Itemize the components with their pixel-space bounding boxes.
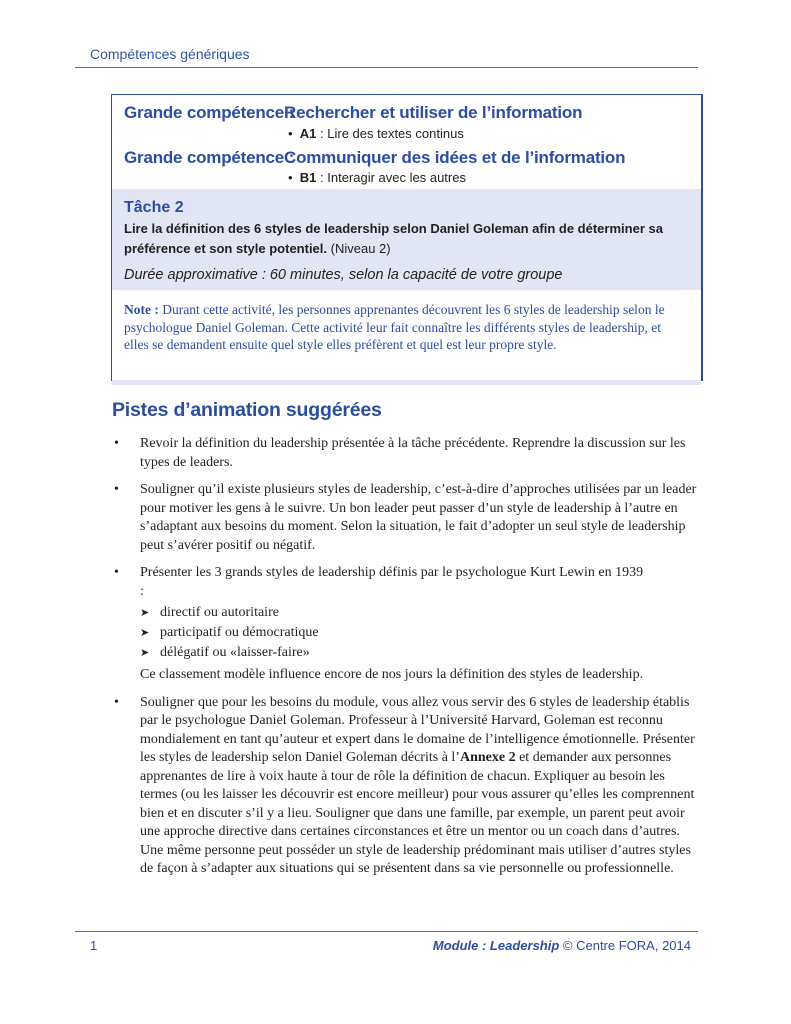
competency-subitem: • A1 : Lire des textes continus — [288, 126, 464, 141]
sub-list-item: ➤ délégatif ou «laisser-faire» — [140, 643, 702, 663]
list-item: • Revoir la définition du leadership présentée à la tâche précédente. Reprendre la discussion sur les types de leaders. — [114, 436, 686, 470]
bullet-list — [112, 435, 702, 888]
list-item: • Souligner que pour les besoins du module, vous allez vous servir des 6 styles de leadership établis par le psychologue Daniel Goleman. Professeur à l’Université Harvard, Goleman est reconnu mondialement en tant qu’auteur et expert dans le domaine de l’intelligence émotionnelle. Présenter les styles de leadership selon Daniel Goleman décrits à l’Annexe 2 et demander aux personnes apprenantes de lire à voix haute à tour de rôle la définition de chacun. Expliquer au besoin les termes (ou les laisser les découvrir est encore meilleur) pour vous assurer qu’elles les comprennent bien et en discuter s’il y a lieu. Souligner que dans une famille, par exemple, un parent peut avoir une approche directive dans certaines circonstances et être un mentor ou un coach dans d’autres. Une même personne peut posséder un style de leadership prédominant mais utiliser d’autres styles de façon à s’adapter aux situations qui se présentent dans sa vie personnelle ou professionnelle. — [114, 694, 695, 876]
competency-title: Grande compétence :Rechercher et utiliser de l’information — [124, 103, 583, 122]
bullet-icon: • — [114, 436, 119, 451]
arrow-icon: ➤ — [140, 646, 150, 659]
task-title: Tâche 2 — [124, 199, 184, 216]
arrow-icon: ➤ — [140, 626, 150, 639]
bullet-icon: • — [114, 565, 119, 580]
competency-subitem: • B1 : Interagir avec les autres — [288, 170, 466, 185]
bullet-icon: • — [114, 694, 119, 710]
list-item: • Présenter les 3 grands styles de leadership définis par le psychologue Kurt Lewin en 1939 : ➤ directif ou autoritaire ➤ participatif ou démocratique ➤ délégatif ou «laisser-faire» Ce classement modèle influence encore de nos jours la définition des styles de leadership. — [112, 564, 702, 685]
list-item: • Souligner qu’il existe plusieurs styles de leadership, c’est-à-dire d’approches utilisées par un leader pour motiver les gens à le suivre. Un bon leader peut passer d’un style de leadership à l’autre en s’adaptant aux besoins du moment. Selon la situation, le fait d’adopter un seul style de leadership peut s’avérer positif ou négatif. — [114, 482, 697, 553]
task-description: Lire la définition des 6 styles de leadership selon Daniel Goleman afin de déterminer sa préférence et son style potentiel. (Niveau 2) — [124, 221, 663, 256]
annexe-reference: Annexe 2 — [459, 750, 516, 765]
page-header — [75, 46, 698, 68]
sub-list-item: ➤ directif ou autoritaire — [140, 603, 702, 623]
bullet-icon: • — [114, 482, 119, 497]
page-footer — [75, 931, 698, 957]
lewin-note: Ce classement modèle influence encore de nos jours la définition des styles de leadership. — [140, 667, 644, 682]
competency-title: Grande compétence :Communiquer des idées et de l’information — [124, 148, 626, 167]
page-number: 1 — [90, 938, 98, 953]
sub-list-item: ➤ participatif ou démocratique — [140, 623, 702, 643]
sub-list — [140, 603, 702, 663]
footer-credit: Module : Leadership © Centre FORA, 2014 — [432, 938, 691, 953]
competency-box — [111, 94, 703, 381]
arrow-icon: ➤ — [140, 606, 150, 619]
task-duration: Durée approximative : 60 minutes, selon la capacité de votre groupe — [124, 267, 563, 283]
note: Note : Durant cette activité, les personnes apprenantes découvrent les 6 styles de leadership selon le psychologue Daniel Goleman. Cette activité leur fait connaître les différents styles de leadership, et elles se demandent ensuite quel style elles préfèrent et quel est leur propre style. — [124, 302, 665, 352]
section-title: Pistes d’animation suggérées — [112, 399, 382, 421]
header-title: Compétences génériques — [90, 46, 250, 62]
